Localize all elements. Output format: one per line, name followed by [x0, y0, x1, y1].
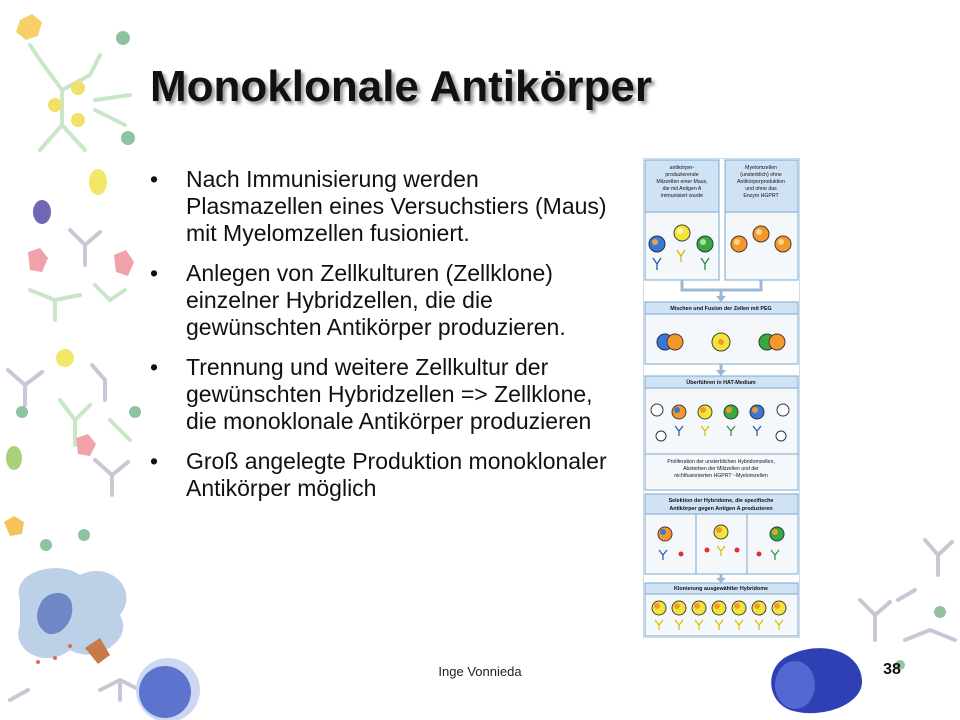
box2-line: Enzym HGPRT — [743, 193, 779, 199]
antigen-dot-icon — [71, 113, 85, 127]
antibody-cluster-top-left-icon — [30, 45, 130, 150]
antibody-mid-left-icon — [30, 285, 125, 320]
antigen-dot-icon — [71, 81, 85, 95]
bullet-text: Anlegen von Zellkulturen (Zellklone) einzelner Hybridzellen, die die gewünschten Antikörper produzieren. — [186, 260, 566, 340]
bullet-item — [150, 448, 620, 502]
antigen-dot-icon — [48, 98, 62, 112]
bullet-text: Trennung und weitere Zellkultur der gewünschten Hybridzellen => Zellklone, die monoklonale Antikörper produzieren — [186, 354, 593, 434]
bullet-icon: • — [150, 166, 159, 192]
cell-dot-icon — [129, 406, 141, 418]
cell-dot-icon — [121, 131, 135, 145]
box2-line: Myelomzellen — [745, 165, 777, 171]
box1-line: produzierende — [665, 172, 699, 178]
fused-cells-icon — [657, 333, 785, 351]
antigen-orange-icon — [4, 516, 24, 536]
fusion-step-label: Mischen und Fusion der Zellen mit PEG — [670, 306, 772, 312]
bullet-icon: • — [150, 354, 159, 380]
cloning-step-label: Klonierung ausgewählter Hybridome — [673, 586, 769, 592]
granule-icon — [68, 644, 72, 648]
cell-dot-icon — [934, 606, 946, 618]
antigen-yellow-icon — [89, 169, 107, 195]
bullet-item — [150, 260, 620, 341]
hat-medium-label: Überführen in HAT-Medium — [686, 380, 756, 386]
antigen-pink-icon — [114, 250, 134, 276]
hat-note-line: nichtfusionierten HGPRT⁻-Myelomzellen — [674, 473, 768, 479]
box2-line: (unsterblich) ohne — [740, 172, 782, 178]
antibody-gray-icon — [95, 460, 128, 495]
cell-dot-icon — [116, 31, 130, 45]
cell-blue-core-icon — [139, 666, 191, 718]
box1-line: immunisiert wurde — [660, 193, 704, 199]
antibody-gray-icon — [8, 365, 105, 405]
box2-line: und ohne das — [745, 186, 777, 192]
hat-note-line: Proliferation der unsterblichen Hybridomzellen, — [667, 459, 775, 465]
footer-author: Inge Vonnieda — [438, 664, 522, 679]
selection-step-line: Antikörper gegen Antigen A produzieren — [669, 506, 773, 512]
slide-title: Monoklonale Antikörper — [150, 62, 652, 111]
hybridoma-diagram — [643, 158, 800, 638]
box1-line: antikörper- — [669, 165, 695, 171]
antibody-bottom-icon — [10, 680, 140, 700]
bullet-item — [150, 354, 620, 435]
cell-dot-icon — [78, 529, 90, 541]
granule-icon — [53, 656, 57, 660]
bullet-list — [150, 166, 620, 515]
antibody-green-icon — [60, 400, 130, 445]
selection-step-line: Selektion der Hybridome, die spezifische — [668, 498, 774, 504]
antigen-green-icon — [6, 446, 22, 470]
page-number: 38 — [883, 661, 901, 678]
bullet-text: Nach Immunisierung werden Plasmazellen eines Versuchstiers (Maus) mit Myelomzellen fusioniert. — [186, 166, 607, 246]
antibody-small-icon — [70, 230, 100, 265]
antibody-right-icon — [860, 540, 955, 640]
bullet-icon: • — [150, 260, 159, 286]
box2-line: Antikörperproduktion — [737, 179, 785, 185]
hat-note-line: Absterben der Milzzellen und der — [683, 466, 759, 472]
antigen-purple-icon — [33, 200, 51, 224]
cell-dot-icon — [16, 406, 28, 418]
granule-icon — [36, 660, 40, 664]
antigen-hexagon-icon — [16, 14, 42, 40]
cell-body-icon — [18, 568, 126, 658]
bullet-text: Groß angelegte Produktion monoklonaler Antikörper möglich — [186, 448, 607, 501]
box1-line: Milzzellen einer Maus, — [656, 179, 708, 185]
bullet-icon: • — [150, 448, 159, 474]
cell-blue-right-core-icon — [775, 661, 815, 709]
antigen-dot-icon — [56, 349, 74, 367]
antigen-pink-icon — [28, 248, 48, 272]
bullet-item — [150, 166, 620, 247]
box1-line: die mit Antigen A — [662, 186, 702, 192]
cell-dot-icon — [40, 539, 52, 551]
antigen-pink-icon — [76, 434, 96, 456]
